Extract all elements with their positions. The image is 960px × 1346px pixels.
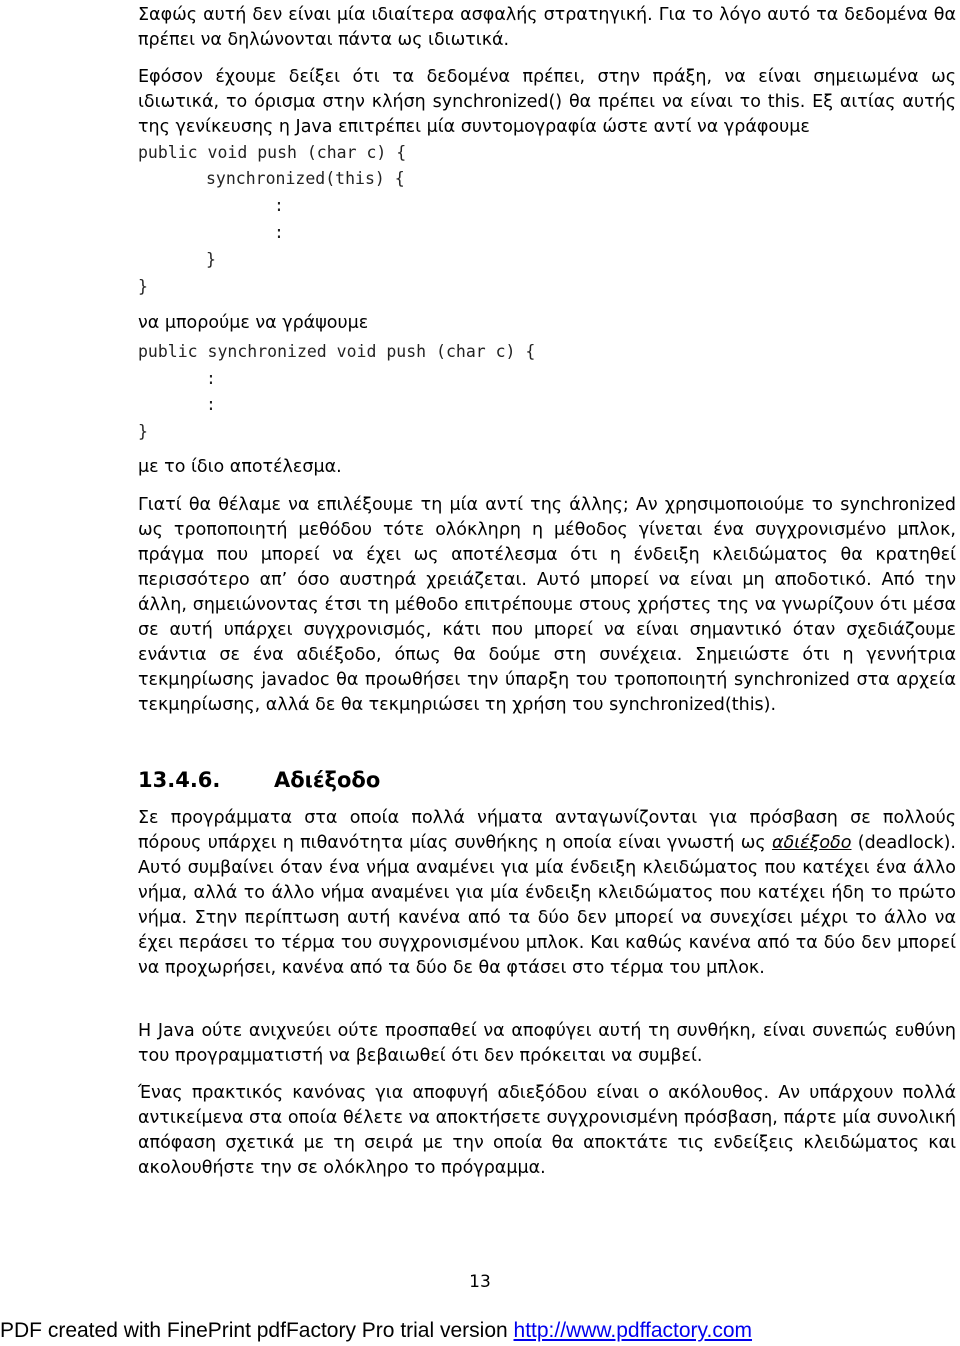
- paragraph-intro-end: Σαφώς αυτή δεν είναι μία ιδιαίτερα ασφαλής στρατηγική. Για το λόγο αυτό τα δεδομένα θα πρέπει να δηλώνονται πάντα ως ιδιωτικά.: [138, 5, 956, 50]
- page-number: 13: [469, 1272, 491, 1292]
- deadlock-term: αδιέξοδο: [771, 833, 852, 853]
- code-line: }: [138, 277, 148, 296]
- code-line: }: [138, 422, 148, 441]
- paragraph-deadlock: [138, 806, 956, 981]
- section-title: Αδιέξοδο: [274, 768, 381, 792]
- code-line: :: [274, 196, 284, 215]
- paragraph-java: Η Java ούτε ανιχνεύει ούτε προσπαθεί να αποφύγει αυτή τη συνθήκη, είναι συνεπώς ευθύνη του προγραμματιστή να βεβαιωθεί ότι δεν πρόκειται να συμβεί.: [138, 1021, 956, 1066]
- code-line: :: [206, 395, 216, 414]
- code-line: :: [274, 223, 284, 242]
- footer-text: PDF created with FinePrint pdfFactory Pro trial version: [0, 1319, 514, 1342]
- deadlock-text-before: Σε προγράμματα στα οποία πολλά νήματα ανταγωνίζονται για πρόσβαση σε πολλούς πόρους υπάρχει η πιθανότητα μίας συνθήκης η οποία είναι γνωστή ως: [138, 808, 956, 853]
- code-line: :: [206, 369, 216, 388]
- deadlock-text-after: (deadlock). Αυτό συμβαίνει όταν ένα νήμα αναμένει για μία ένδειξη κλειδώματος που κατέχει ένα άλλο νήμα, αλλά το άλλο νήμα αναμένει για μία ένδειξη κλειδώματος που κατέχει ήδη το πρώτο νήμα. Στην περίπτωση αυτή κανένα από τα δύο δεν μπορεί να συνεχίσει μέχρι το άλλο να έχει περάσει το τέρμα του συγχρονισμένου μπλοκ. Και καθώς κανένα από τα δύο δεν μπορεί να προχωρήσει, κανένα από τα δύο δε θα φτάσει στο τέρμα του μπλοκ.: [138, 833, 956, 978]
- paragraph-rule: Ένας πρακτικός κανόνας για αποφυγή αδιεξόδου είναι ο ακόλουθος. Αν υπάρχουν πολλά αντικείμενα στα οποία θέλετε να αποκτήσετε συγχρονισμένη πρόσβαση, πάρτε μία συνολική απόφαση σχετικά με τη σειρά με την οποία θα αποκτάτε τις ενδείξεις κλειδώματος και ακολουθήστε την σε ολόκληρο το πρόγραμμα.: [138, 1083, 956, 1178]
- code-line: public void push (char c) {: [138, 143, 407, 162]
- section-number: 13.4.6.: [138, 768, 221, 792]
- paragraph-same-result: με το ίδιο αποτέλεσμα.: [138, 457, 342, 477]
- footer-link[interactable]: http://www.pdffactory.com: [513, 1319, 753, 1342]
- paragraph-can-write: να μπορούμε να γράψουμε: [138, 313, 369, 333]
- code-line: synchronized(this) {: [206, 169, 405, 188]
- code-line: }: [206, 250, 216, 269]
- section-heading: [138, 766, 380, 794]
- paragraph-why: Γιατί θα θέλαμε να επιλέξουμε τη μία αντί της άλλης; Αν χρησιμοποιούμε το synchronized ως τροποποιητή μεθόδου τότε ολόκληρη η μέθοδος γίνεται ένα συγχρονισμένο μπλοκ, πράγμα που μπορεί να έχει ως αποτέλεσμα ότι η ένδειξη κλειδώματος θα κρατηθεί περισσότερο απ’ όσο αυστηρά χρειάζεται. Αυτό μπορεί να είναι μη αποδοτικό. Από την άλλη, σημειώνοντας έτσι τη μέθοδο επιτρέπουμε στους χρήστες της να γνωρίζουν ότι μέσα σε αυτή υπάρχει συγχρονισμός, κάτι που μπορεί να είναι σημαντικό όταν σχεδιάζουμε ενάντια σε ένα αδιέξοδο, όπως θα δούμε στη συνέχεια. Σημειώστε ότι η γεννήτρια τεκμηρίωσης javadoc θα προωθήσει την ύπαρξη του τροποποιητή synchronized στα αρχεία τεκμηρίωσης, αλλά δε θα τεκμηριώσει τη χρήση του synchronized(this).: [138, 495, 956, 715]
- pdf-footer: [0, 1318, 752, 1344]
- code-line: public synchronized void push (char c) {: [138, 342, 536, 361]
- paragraph-shorthand: Εφόσον έχουμε δείξει ότι τα δεδομένα πρέπει, στην πράξη, να είναι σημειωμένα ως ιδιωτικά, το όρισμα στην κλήση synchronized() θα πρέπει να είναι το this. Εξ αιτίας αυτής της γενίκευσης η Java επιτρέπει μία συντομογραφία ώστε αντί να γράφουμε: [138, 67, 956, 137]
